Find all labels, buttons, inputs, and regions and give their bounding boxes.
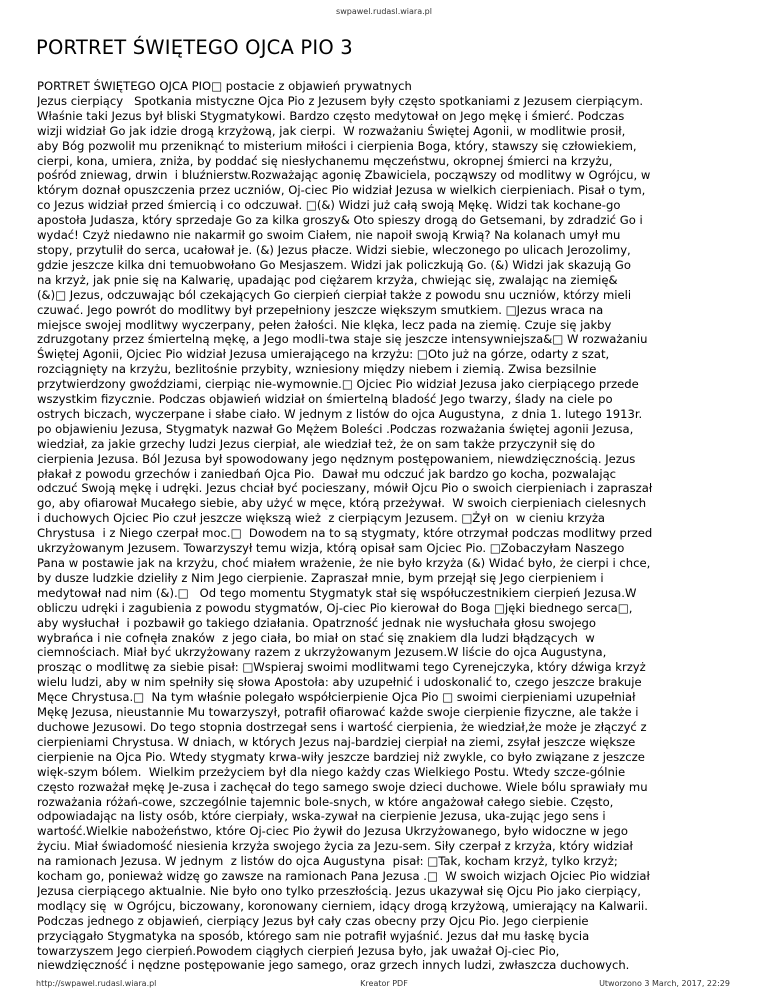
body-line: płakał z powodu grzechów i zaniedbań Ojca Pio. Dawał mu odczuć jak bardzo go kocha, pozwalając [37,466,617,481]
body-line: Mękę Jezusa, nieustannie Mu towarzyszył, potrafił ofiarować każde swoje cierpienie fizyczne, ale także i [37,705,639,720]
body-line: niewdzięczność i nędzne postępowanie jego samego, oraz grzech innych ludzi, zwłaszcza duchowych. [37,958,630,973]
body-line: Świętej Agonii, Ojciec Pio widział Jezusa umierającego na krzyżu: □Oto już na górze, odarty z szat, [37,347,610,362]
body-line: czuwać. Jego powrót do modlitwy był przepełniony jeszcze większym smutkiem. □Jezus wraca na [37,302,604,317]
body-line: wiedział, za jakie grzechy ludzi Jezus cierpiał, ale wiedział też, że on sam także przyczynił się do [37,436,596,451]
body-line: Męce Chrystusa.□ Na tym właśnie polegało współcierpienie Ojca Pio □ swoimi cierpieniami uzupełniał [37,690,636,705]
body-line: Jezusa cierpiącego aktualnie. Nie było ono tylko przeszłością. Jezus ukazywał się Ojcu Pio jako cierpiący, [37,883,641,898]
body-line: Podczas jednego z objawień, cierpiący Jezus był cały czas obecny przy Ojcu Pio. Jego cierpienie [37,913,589,928]
body-line: ukrzyżowanym Jezusem. Towarzyszył temu wizja, którą opisał sam Ojciec Pio. □Zobaczyłam Naszego [37,541,625,556]
body-line: na ramionach Jezusa. W jednym z listów do ojca Augustyna pisał: □Tak, kocham krzyż, tylko krzyż; [37,854,618,869]
body-line: duchowe Jezusowi. Do tego stopnia dostrzegał sens i wartość cierpienia, że wiedział,że może je złączyć z [37,719,647,734]
page-footer [0,979,768,993]
body-line: obliczu udręki i zagubienia z powodu stygmatów, Oj-ciec Pio kierował do Boga □jęki biednego serca□, [37,600,633,615]
body-line: stopy, przytulił do serca, ucałował je. (&) Jezus płacze. Widzi siebie, wleczonego po ulicach Jerozolimy, [37,242,631,257]
document-title: PORTRET ŚWIĘTEGO OJCA PIO 3 [36,36,353,59]
body-line: rozciągnięty na krzyżu, bezlitośnie przybity, wzniesiony między niebem i ziemią. Zwisa bezsilnie [37,362,597,377]
body-line: na krzyż, jak pnie się na Kalwarię, upadając pod ciężarem krzyża, chwiejąc się, zwalając na ziemię& [37,272,618,287]
body-line: wydać! Czyż niedawno nie nakarmił go swoim Ciałem, nie napoił swoją Krwią? Na kolanach umył mu [37,228,621,243]
page-header-site: swpawel.rudasl.wiara.pl [336,7,432,16]
body-line: i duchowych Ojciec Pio czuł jeszcze większą wież z cierpiącym Jezusem. □Żył on w cieniu krzyża [37,511,606,526]
body-line: często rozważał mękę Je-zusa i zachęcał do tego samego swoje dzieci duchowe. Wiele bólu sprawiały mu [37,779,648,794]
body-line: którym doznał opuszczenia przez uczniów, Oj-ciec Pio widział Jezusa w wielkich cierpieniach. Pisał o tym, [37,183,646,198]
footer-created-date: Utworzono 3 March, 2017, 22:29 [599,979,730,988]
footer-creator: Kreator PDF [360,979,408,988]
body-line: rozważania różań-cowe, szczególnie tajemnic bole-snych, w które angażował całego siebie. Często, [37,794,614,809]
body-line: Pana w postawie jak na krzyżu, choć miałem wrażenie, że nie było krzyża (&) Widać było, że cierpi i chce, [37,556,651,570]
body-line: (&)□ Jezus, odczuwając ból czekających Go cierpień cierpiał także z powodu snu uczniów, którzy mieli [37,287,632,302]
body-line: cierpienie na Ojca Pio. Wtedy stygmaty krwa-wiły jeszcze bardziej niż zwykle, co było związane z jeszcze [37,749,645,764]
document-body [37,79,739,973]
body-line: medytował nad nim (&).□ Od tego momentu Stygmatyk stał się współuczestnikiem cierpień Jezusa.W [37,585,637,600]
body-line: cierpieniami Chrystusa. W dniach, w których Jezus naj-bardziej cierpiał na ziemi, zsyłał jeszcze większe [37,734,636,749]
body-line: wartość.Wielkie nabożeństwo, które Oj-ciec Pio żywił do Jezusa Ukrzyżowanego, było widoczne w jego [37,824,628,839]
body-line: ostrych biczach, wyczerpane i słabe ciało. W jednym z listów do ojca Augustyna, z dnia 1. lutego 1913r. [37,406,643,421]
body-line: więk-szym bólem. Wielkim przeżyciem był dla niego każdy czas Wielkiego Postu. Wtedy szcze-gólnie [37,764,626,779]
body-line: przyciągało Stygmatyka na sposób, którego sam nie potrafił wyjaśnić. Jezus dał mu łaskę bycia [37,928,590,943]
body-line: go, aby ofiarował Mucałego siebie, aby użyć w męce, którą przeżywał. W swoich cierpieniach cielesnych [37,496,647,511]
body-line: PORTRET ŚWIĘTEGO OJCA PIO□ postacie z objawień prywatnych [37,79,412,93]
body-line: Właśnie taki Jezus był bliski Stygmatykowi. Bardzo często medytował on Jego mękę i śmierć. Podczas [37,108,625,123]
body-line: cierpienia Jezusa. Ból Jezusa był spowodowany jego nędznym postępowaniem, niewdzięcznością. Jezus [37,451,636,466]
body-line: zdruzgotany przez śmiertelną mękę, a Jego modli-twa staje się jeszcze intensywniejsza&□ W rozważaniu [37,332,648,347]
body-line: aby Bóg pozwolił mu przeniknąć to misterium miłości i cierpienia Boga, który, stawszy się człowiekiem, [37,138,637,153]
body-line: cierpi, kona, umiera, zniża, by poddać się niesłychanemu męczeństwu, okropnej śmierci na krzyżu, [37,153,613,168]
body-line: miejsce swojej modlitwy wyczerpany, pełen żałości. Nie klęka, lecz pada na ziemię. Czuje się jakby [37,317,612,332]
body-line: aby wysłuchał i pozbawił go takiego działania. Opatrzność jednak nie wysłuchała głosu swojego [37,615,596,630]
body-line: odczuć Swoją mękę i udręki. Jezus chciał być pocieszany, mówił Ojcu Pio o swoich cierpieniach i zapraszał [37,481,653,496]
body-line: wielu ludzi, aby w nim spełniły się słowa Apostoła: aby uzupełnić i udoskonalić to, czego jeszcze brakuje [37,675,642,690]
body-line: ciemnościach. Miał być ukrzyżowany razem z ukrzyżowanym Jezusem.W liście do ojca Augustyna, [37,645,607,660]
body-line: apostoła Judasza, który sprzedaje Go za kilka groszy& Oto spieszy drogą do Getsemani, by zdradzić Go i [37,213,643,228]
body-line: modlący się w Ogrójcu, biczowany, koronowany cierniem, idący drogą krzyżową, umierający na Kalwarii. [37,898,648,913]
body-line: by dusze ludzkie dzieliły z Nim Jego cierpienie. Zapraszał mnie, bym przejął się Jego cierpieniem i [37,570,604,585]
body-line: odpowiadając na listy osób, które cierpiały, wska-zywał na cierpienie Jezusa, uka-zując jego sens i [37,809,606,824]
body-line: towarzyszem Jego cierpień.Powodem ciągłych cierpień Jezusa było, jak uważał Oj-ciec Pio, [37,943,560,958]
body-line: wszystkim fizycznie. Podczas objawień widział on śmiertelną bladość Jego twarzy, ślady na ciele po [37,392,613,407]
footer-url: http://swpawel.rudasl.wiara.pl [36,979,157,988]
body-line: pośród zniewag, drwin i bluźnierstw.Rozważając agonię Zbawiciela, począwszy od modlitwy w Ogrójcu, w [37,168,651,183]
body-line: gdzie jeszcze kilka dni temuobwołano Go Mesjaszem. Widzi jak policzkują Go. (&) Widzi jak skazują Go [37,257,632,272]
body-line: co Jezus widział przed śmiercią i co odczuwał. □(&) Widzi już całą swoją Mękę. Widzi tak kochane-go [37,198,621,213]
body-line: kocham go, ponieważ widzę go zawsze na ramionach Pana Jezusa .□ W swoich wizjach Ojciec Pio widział [37,869,650,884]
body-line: wizji widział Go jak idzie drogą krzyżową, jak cierpi. W rozważaniu Świętej Agonii, w modlitwie prosił, [37,123,626,138]
body-line: prosząc o modlitwę za siebie pisał: □Wspieraj swoimi modlitwami tego Cyrenejczyka, który dźwiga krzyż [37,660,646,675]
body-line: Jezus cierpiący Spotkania mistyczne Ojca Pio z Jezusem były często spotkaniami z Jezusem cierpiącym. [37,93,644,108]
body-line: Chrystusa i z Niego czerpał moc.□ Dowodem na to są stygmaty, które otrzymał podczas modlitwy przed [37,526,653,541]
body-line: przytwierdzony gwoździami, cierpiąc nie-wymownie.□ Ojciec Pio widział Jezusa jako cierpiącego przede [37,377,639,392]
body-line: po objawieniu Jezusa, Stygmatyk nazwał Go Mężem Boleści .Podczas rozważania świętej agonii Jezusa, [37,421,634,436]
body-line: życiu. Miał świadomość niesienia krzyża swojego życia za Jezu-sem. Siły czerpał z krzyża, który widział [37,839,633,854]
body-line: wybrańca i nie cofnęła znaków z jego ciała, bo miał on stać się znakiem dla ludzi błądzących w [37,630,595,645]
